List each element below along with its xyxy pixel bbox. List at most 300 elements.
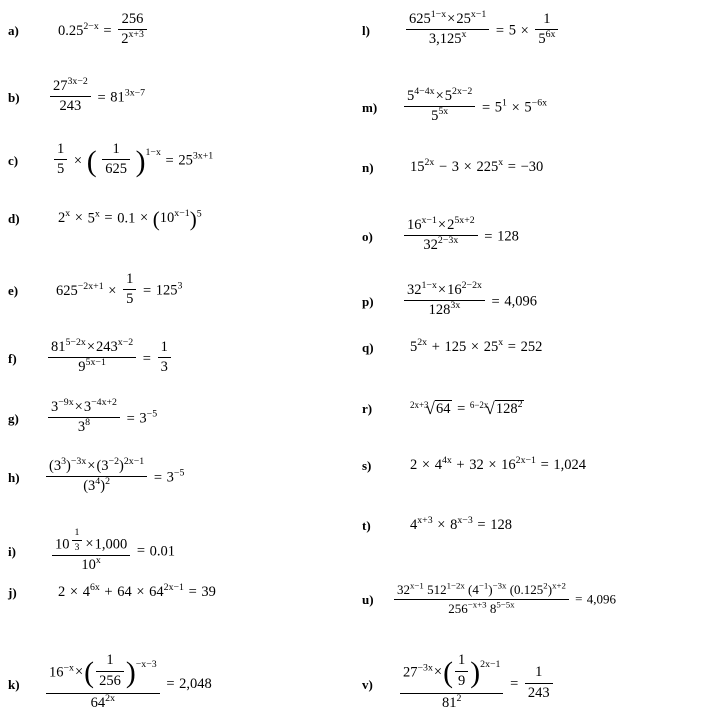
problem-q	[354, 337, 707, 356]
token: 4x	[441, 455, 452, 467]
token: 3x	[450, 300, 461, 312]
token: 9	[78, 359, 86, 376]
token: ×	[74, 398, 83, 415]
problem-v	[354, 652, 707, 714]
token: 1	[502, 97, 507, 109]
token	[46, 694, 160, 713]
token: +	[104, 584, 113, 601]
token: ×	[69, 584, 79, 601]
token: 2	[105, 476, 110, 488]
fraction	[404, 279, 485, 320]
token: =	[104, 210, 113, 227]
problem-expression-f	[34, 336, 353, 378]
token: 1−x	[430, 8, 447, 20]
token	[48, 396, 120, 419]
problem-b	[0, 75, 353, 117]
token	[400, 654, 503, 694]
token: 256	[448, 600, 468, 616]
problem-a	[0, 12, 353, 50]
fraction	[102, 141, 130, 179]
token: −5	[173, 467, 185, 479]
token: −2	[108, 455, 120, 467]
token: 128	[428, 302, 451, 319]
radical-sign: √	[425, 399, 435, 419]
token: 64	[435, 401, 451, 418]
token: =	[575, 591, 583, 607]
problem-label-a: a)	[8, 23, 19, 39]
token: 2x−2	[452, 85, 473, 97]
token: 2−2x	[461, 279, 482, 291]
problem-f	[0, 336, 353, 378]
fraction	[54, 141, 67, 179]
token: =	[103, 22, 112, 39]
problem-g	[0, 396, 353, 438]
problem-label-i: i)	[8, 543, 16, 559]
problem-l	[354, 8, 707, 50]
token: 3	[53, 457, 62, 474]
token: 3	[51, 398, 59, 415]
token: =	[540, 457, 549, 474]
problem-label-e: e)	[8, 283, 19, 299]
token: =	[153, 469, 163, 486]
token: 1,000	[94, 536, 128, 553]
token	[404, 236, 478, 255]
problem-r	[354, 400, 707, 419]
fraction	[46, 654, 160, 713]
token: ×	[74, 664, 84, 681]
token: =	[166, 675, 175, 692]
token: 125	[444, 339, 467, 356]
token: 3	[451, 159, 460, 176]
token: ×	[421, 457, 431, 474]
token: =	[126, 410, 135, 427]
token	[404, 107, 475, 126]
token: 2x	[105, 693, 116, 705]
parenthesized-group	[443, 654, 480, 692]
token: 3x−7	[124, 87, 146, 99]
token: 1−x	[145, 147, 161, 159]
radical	[470, 400, 525, 419]
token: 5	[126, 291, 134, 308]
token: ×	[463, 159, 472, 176]
fraction	[46, 455, 147, 496]
problem-expression-s	[388, 455, 707, 474]
problem-expression-t	[388, 515, 707, 534]
token: 25	[483, 339, 499, 356]
problem-expression-h	[34, 455, 353, 497]
token: =	[188, 584, 197, 601]
token: 128	[497, 228, 519, 245]
fraction	[525, 664, 553, 702]
token: 2	[543, 580, 548, 591]
token: 625	[409, 10, 431, 27]
fraction	[118, 11, 147, 49]
token: 3	[61, 455, 67, 467]
token: 8	[85, 417, 91, 429]
token: 2	[121, 31, 129, 48]
token: 256	[99, 672, 121, 689]
problem-expression-b	[34, 75, 353, 117]
token: 1−2x	[446, 580, 465, 591]
token: 5	[508, 22, 516, 39]
fraction	[48, 336, 136, 377]
token: =	[507, 159, 516, 176]
token: 243	[96, 338, 118, 355]
problem-expression-q	[388, 337, 707, 356]
token: 1	[455, 652, 468, 672]
fraction	[48, 396, 120, 437]
token: 81	[442, 694, 457, 711]
token: −	[438, 159, 448, 176]
token: ×	[85, 536, 94, 553]
token: =	[477, 517, 486, 534]
token: 2	[517, 399, 523, 411]
token: ×	[520, 22, 529, 39]
token: =	[142, 282, 152, 299]
token: 5	[538, 31, 546, 48]
fraction	[455, 652, 468, 690]
token: 3	[74, 541, 80, 553]
token: 128	[490, 517, 512, 534]
token: ×	[511, 99, 520, 116]
token: 4,096	[504, 293, 537, 310]
token: 3	[88, 478, 96, 495]
token	[50, 75, 91, 98]
token: 5x	[438, 106, 449, 118]
problem-label-g: g)	[8, 411, 19, 427]
fraction	[404, 85, 475, 126]
paren-right: )	[135, 145, 146, 178]
token: 39	[201, 584, 216, 601]
problem-label-c: c)	[8, 153, 19, 169]
problem-label-b: b)	[8, 90, 20, 106]
token	[48, 418, 120, 437]
token: =	[136, 543, 146, 560]
token: 5	[196, 208, 202, 220]
token: 3	[160, 359, 168, 376]
token: 4,096	[586, 591, 616, 607]
token: 4	[472, 581, 479, 597]
token: 625	[105, 161, 127, 178]
token: −2x+1	[77, 280, 104, 292]
token: 10	[55, 536, 70, 553]
token: 3	[101, 457, 109, 474]
token: 2	[58, 584, 66, 601]
token: x−1	[174, 208, 190, 220]
token: 3	[83, 398, 92, 415]
problem-expression-u	[388, 580, 707, 618]
token: 15	[410, 159, 425, 176]
token: 25	[178, 152, 193, 169]
fraction	[96, 652, 124, 690]
token: 6−2x	[469, 400, 489, 411]
problem-expression-j	[34, 582, 353, 601]
token: ×	[433, 664, 443, 681]
paren-left: (	[84, 657, 95, 690]
token: 32	[407, 281, 422, 298]
token: 1	[54, 141, 67, 161]
token	[52, 556, 130, 575]
token: 16	[447, 281, 462, 298]
token: 5	[407, 87, 415, 104]
token	[495, 400, 525, 418]
token: x	[95, 555, 101, 567]
problem-label-j: j)	[8, 585, 17, 600]
token: x	[461, 29, 467, 41]
token: ×	[447, 10, 456, 27]
token: 3x−2	[67, 75, 88, 87]
token: 5	[444, 87, 453, 104]
problem-s	[354, 455, 707, 474]
paren-left: (	[86, 145, 97, 178]
token: 5−5x	[496, 599, 515, 610]
token: 1	[102, 141, 130, 161]
token: 5	[524, 99, 532, 116]
problem-e	[0, 272, 353, 310]
token: 2	[447, 216, 455, 233]
token: 2x	[417, 337, 428, 349]
token: ×	[437, 216, 447, 233]
token: −4x+2	[91, 396, 117, 408]
token: 2	[58, 210, 66, 227]
radical-sign: √	[485, 399, 495, 419]
token	[406, 8, 489, 31]
problem-label-t: t)	[362, 518, 371, 533]
problem-expression-d	[34, 206, 353, 231]
problem-t	[354, 515, 707, 534]
problem-i	[0, 528, 353, 576]
token: ×	[488, 457, 497, 474]
token: x+3	[128, 29, 144, 41]
token: 2	[456, 693, 462, 705]
token: 512	[427, 581, 447, 597]
token: 10	[159, 210, 175, 226]
parenthesized-group	[87, 142, 146, 180]
token: −6x	[531, 97, 548, 109]
fraction	[535, 11, 558, 49]
token: 3x+1	[192, 150, 214, 162]
token: =	[507, 339, 516, 356]
token	[404, 279, 485, 302]
token: ×	[108, 282, 117, 299]
token: 256	[118, 11, 147, 31]
paren-left: (	[152, 206, 160, 231]
token: 5	[494, 99, 503, 116]
token: 3	[77, 419, 86, 436]
token: 252	[520, 339, 543, 356]
token: 3,125	[428, 31, 462, 48]
token: =	[142, 350, 151, 367]
problem-expression-g	[34, 396, 353, 438]
token: 243	[527, 684, 550, 701]
token: 8	[450, 517, 458, 534]
right-column	[354, 0, 707, 711]
token: 81	[51, 338, 66, 355]
token: $(3^4)^2$	[83, 476, 110, 495]
fraction	[404, 214, 478, 255]
token: 5	[431, 108, 439, 125]
token	[394, 600, 569, 617]
token: ×	[136, 584, 145, 601]
problem-n	[354, 157, 707, 176]
token: −3x	[492, 580, 507, 591]
token: −x+3	[467, 599, 487, 610]
problem-expression-i	[34, 528, 353, 576]
token	[52, 527, 130, 556]
problem-expression-l	[388, 8, 707, 50]
token: 2x−1	[480, 659, 501, 671]
token: ×	[73, 152, 83, 169]
token: ×	[139, 210, 149, 227]
problem-d	[0, 206, 353, 231]
token: 4	[82, 584, 90, 601]
problem-m	[354, 85, 707, 127]
problem-label-r: r)	[362, 401, 373, 417]
problem-label-d: d)	[8, 211, 20, 227]
token: ×	[87, 457, 96, 474]
token	[400, 694, 503, 713]
fraction	[50, 75, 91, 116]
token: 1	[96, 652, 124, 672]
token: 1	[123, 271, 136, 291]
problem-k	[0, 652, 353, 714]
token	[406, 30, 489, 49]
problem-expression-c	[34, 142, 353, 180]
problem-label-u: u)	[362, 592, 374, 608]
token: −5	[146, 408, 158, 420]
problem-o	[354, 214, 707, 256]
token: 64	[117, 584, 132, 601]
problem-label-f: f)	[8, 351, 17, 367]
token: 64	[90, 694, 106, 711]
token: 0.01	[149, 543, 176, 560]
token: 2−3x	[437, 235, 459, 247]
token: 64	[149, 584, 164, 601]
problem-label-q: q)	[362, 340, 374, 355]
problem-h	[0, 455, 353, 497]
token: 4	[410, 517, 418, 534]
problem-expression-k	[34, 652, 353, 714]
paren-left: (	[443, 657, 453, 690]
problem-expression-e	[34, 272, 353, 310]
token: 5	[57, 161, 65, 178]
problem-expression-a	[34, 12, 353, 50]
token: 10	[81, 556, 96, 573]
token: x	[498, 157, 504, 169]
token: 25	[456, 10, 471, 27]
token: 225	[476, 159, 499, 176]
token: ×	[86, 338, 96, 355]
token: 4−4x	[414, 85, 435, 97]
token: 1	[72, 527, 83, 541]
token: 27	[403, 664, 418, 681]
token: −3x	[70, 455, 87, 467]
fraction	[406, 8, 489, 49]
token: 0.125	[514, 581, 544, 597]
problem-label-h: h)	[8, 470, 20, 486]
token: 5	[87, 210, 95, 227]
token: −30	[520, 159, 544, 176]
token: 0.25	[58, 22, 84, 39]
fraction	[123, 271, 136, 309]
token	[48, 336, 136, 359]
problem-expression-o	[388, 214, 707, 256]
token: 81	[110, 89, 125, 106]
token: 1−x	[421, 279, 437, 291]
token	[48, 358, 136, 377]
token: 1	[158, 339, 171, 359]
token: =	[484, 228, 493, 245]
token: 2x−1	[515, 455, 536, 467]
problem-label-n: n)	[362, 160, 374, 175]
token: −3x	[417, 662, 433, 674]
token: =	[165, 152, 174, 169]
token: x−1	[421, 214, 437, 226]
token: −1	[478, 580, 489, 591]
token: 2x−1	[163, 582, 184, 594]
paren-right: )	[470, 657, 481, 690]
token: =	[491, 293, 500, 310]
problem-label-m: m)	[362, 100, 378, 116]
token: =	[457, 400, 466, 417]
token: x+3	[417, 515, 433, 527]
radical	[410, 400, 452, 419]
token: 2x−1	[123, 455, 145, 467]
token	[404, 214, 478, 237]
parenthesized-group	[84, 654, 136, 692]
problem-expression-v	[388, 652, 707, 714]
token: 3	[177, 280, 183, 292]
token: 5x+2	[454, 214, 475, 226]
token: 3	[139, 410, 147, 427]
problem-label-l: l)	[362, 23, 370, 39]
token: x−1	[410, 580, 424, 591]
token: x−1	[470, 8, 487, 20]
problem-label-o: o)	[362, 229, 373, 245]
fraction	[52, 527, 130, 575]
token: −x−3	[135, 659, 157, 671]
problem-expression-p	[388, 279, 707, 321]
token: 4	[434, 457, 442, 474]
token: =	[97, 89, 106, 106]
token: x+2	[552, 580, 566, 591]
parenthesized-group	[152, 206, 197, 231]
token: =	[510, 675, 519, 692]
token: ×	[437, 517, 446, 534]
token: x	[94, 208, 100, 220]
token: 5	[410, 339, 418, 356]
token: 1	[525, 664, 553, 684]
token: 243	[59, 98, 82, 115]
token: 32	[423, 237, 438, 254]
token: 32	[469, 457, 484, 474]
token	[535, 30, 558, 49]
token: 3	[166, 469, 174, 486]
problem-c	[0, 142, 353, 180]
token: −x	[63, 662, 74, 674]
paren-right: )	[189, 206, 197, 231]
token: 8	[489, 600, 497, 616]
token: 6x	[545, 29, 556, 41]
token: x	[65, 208, 71, 220]
fraction	[72, 527, 83, 554]
token: 2x	[424, 157, 435, 169]
token: 128	[495, 401, 518, 418]
token: 32	[397, 581, 410, 597]
token: ×	[437, 281, 447, 298]
token: 9	[458, 672, 466, 689]
token: 5x−1	[85, 357, 106, 369]
